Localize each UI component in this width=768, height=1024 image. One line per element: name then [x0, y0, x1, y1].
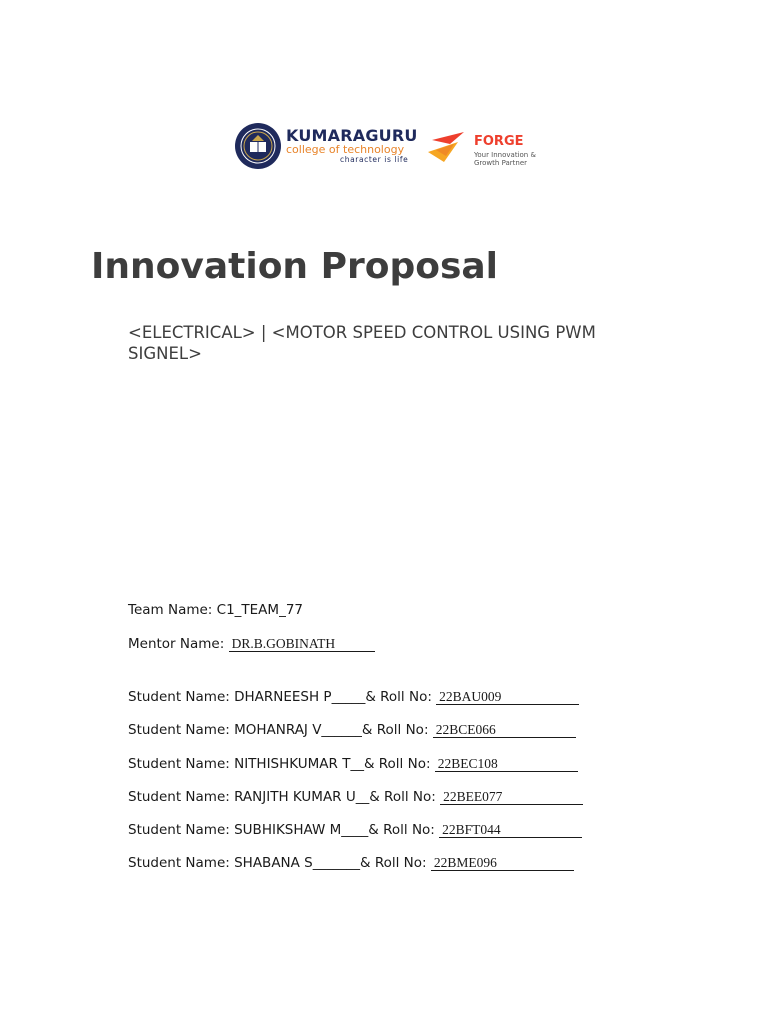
student-label: Student Name: SUBHIKSHAW M____& Roll No: — [128, 822, 440, 838]
roll-number: 22BAU009 — [436, 689, 579, 705]
kct-emblem-icon — [234, 122, 282, 170]
student-label: Student Name: SHABANA S_______& Roll No: — [128, 855, 431, 871]
roll-number: 22BEC108 — [435, 756, 578, 772]
mentor-name-value: DR.B.GOBINATH — [229, 636, 375, 652]
student-label: Student Name: MOHANRAJ V______& Roll No: — [128, 722, 433, 738]
roll-number: 22BME096 — [431, 855, 574, 871]
kct-logo-name: KUMARAGURU — [286, 126, 418, 145]
student-label: Student Name: DHARNEESH P_____& Roll No: — [128, 689, 437, 705]
student-line-2 — [128, 722, 576, 738]
student-label: Student Name: RANJITH KUMAR U__& Roll No: — [128, 789, 441, 805]
student-line-5 — [128, 822, 582, 838]
roll-number: 22BCE066 — [433, 722, 576, 738]
proposal-subtitle: <ELECTRICAL> | <MOTOR SPEED CONTROL USING PWM SIGNEL> — [128, 323, 596, 363]
forge-logo-icon — [428, 130, 468, 164]
header-logos — [234, 118, 544, 174]
page-title: Innovation Proposal — [91, 246, 499, 287]
kct-logo-tagline: character is life — [340, 155, 409, 164]
roll-number: 22BFT044 — [439, 822, 582, 838]
mentor-name-line — [128, 636, 375, 652]
roll-number: 22BEE077 — [440, 789, 583, 805]
team-name-line — [128, 602, 303, 618]
team-name-text: Team Name: C1_TEAM_77 — [128, 602, 303, 618]
student-label: Student Name: NITHISHKUMAR T__& Roll No: — [128, 756, 435, 772]
student-line-6 — [128, 855, 574, 871]
mentor-name-label: Mentor Name: — [128, 636, 229, 652]
student-line-1 — [128, 689, 579, 705]
forge-logo-name: FORGE — [474, 134, 524, 149]
kct-logo-subtitle: college of technology — [286, 143, 405, 156]
student-line-3 — [128, 756, 578, 772]
student-line-4 — [128, 789, 583, 805]
forge-logo-tagline: Your Innovation & Growth Partner — [474, 151, 536, 167]
